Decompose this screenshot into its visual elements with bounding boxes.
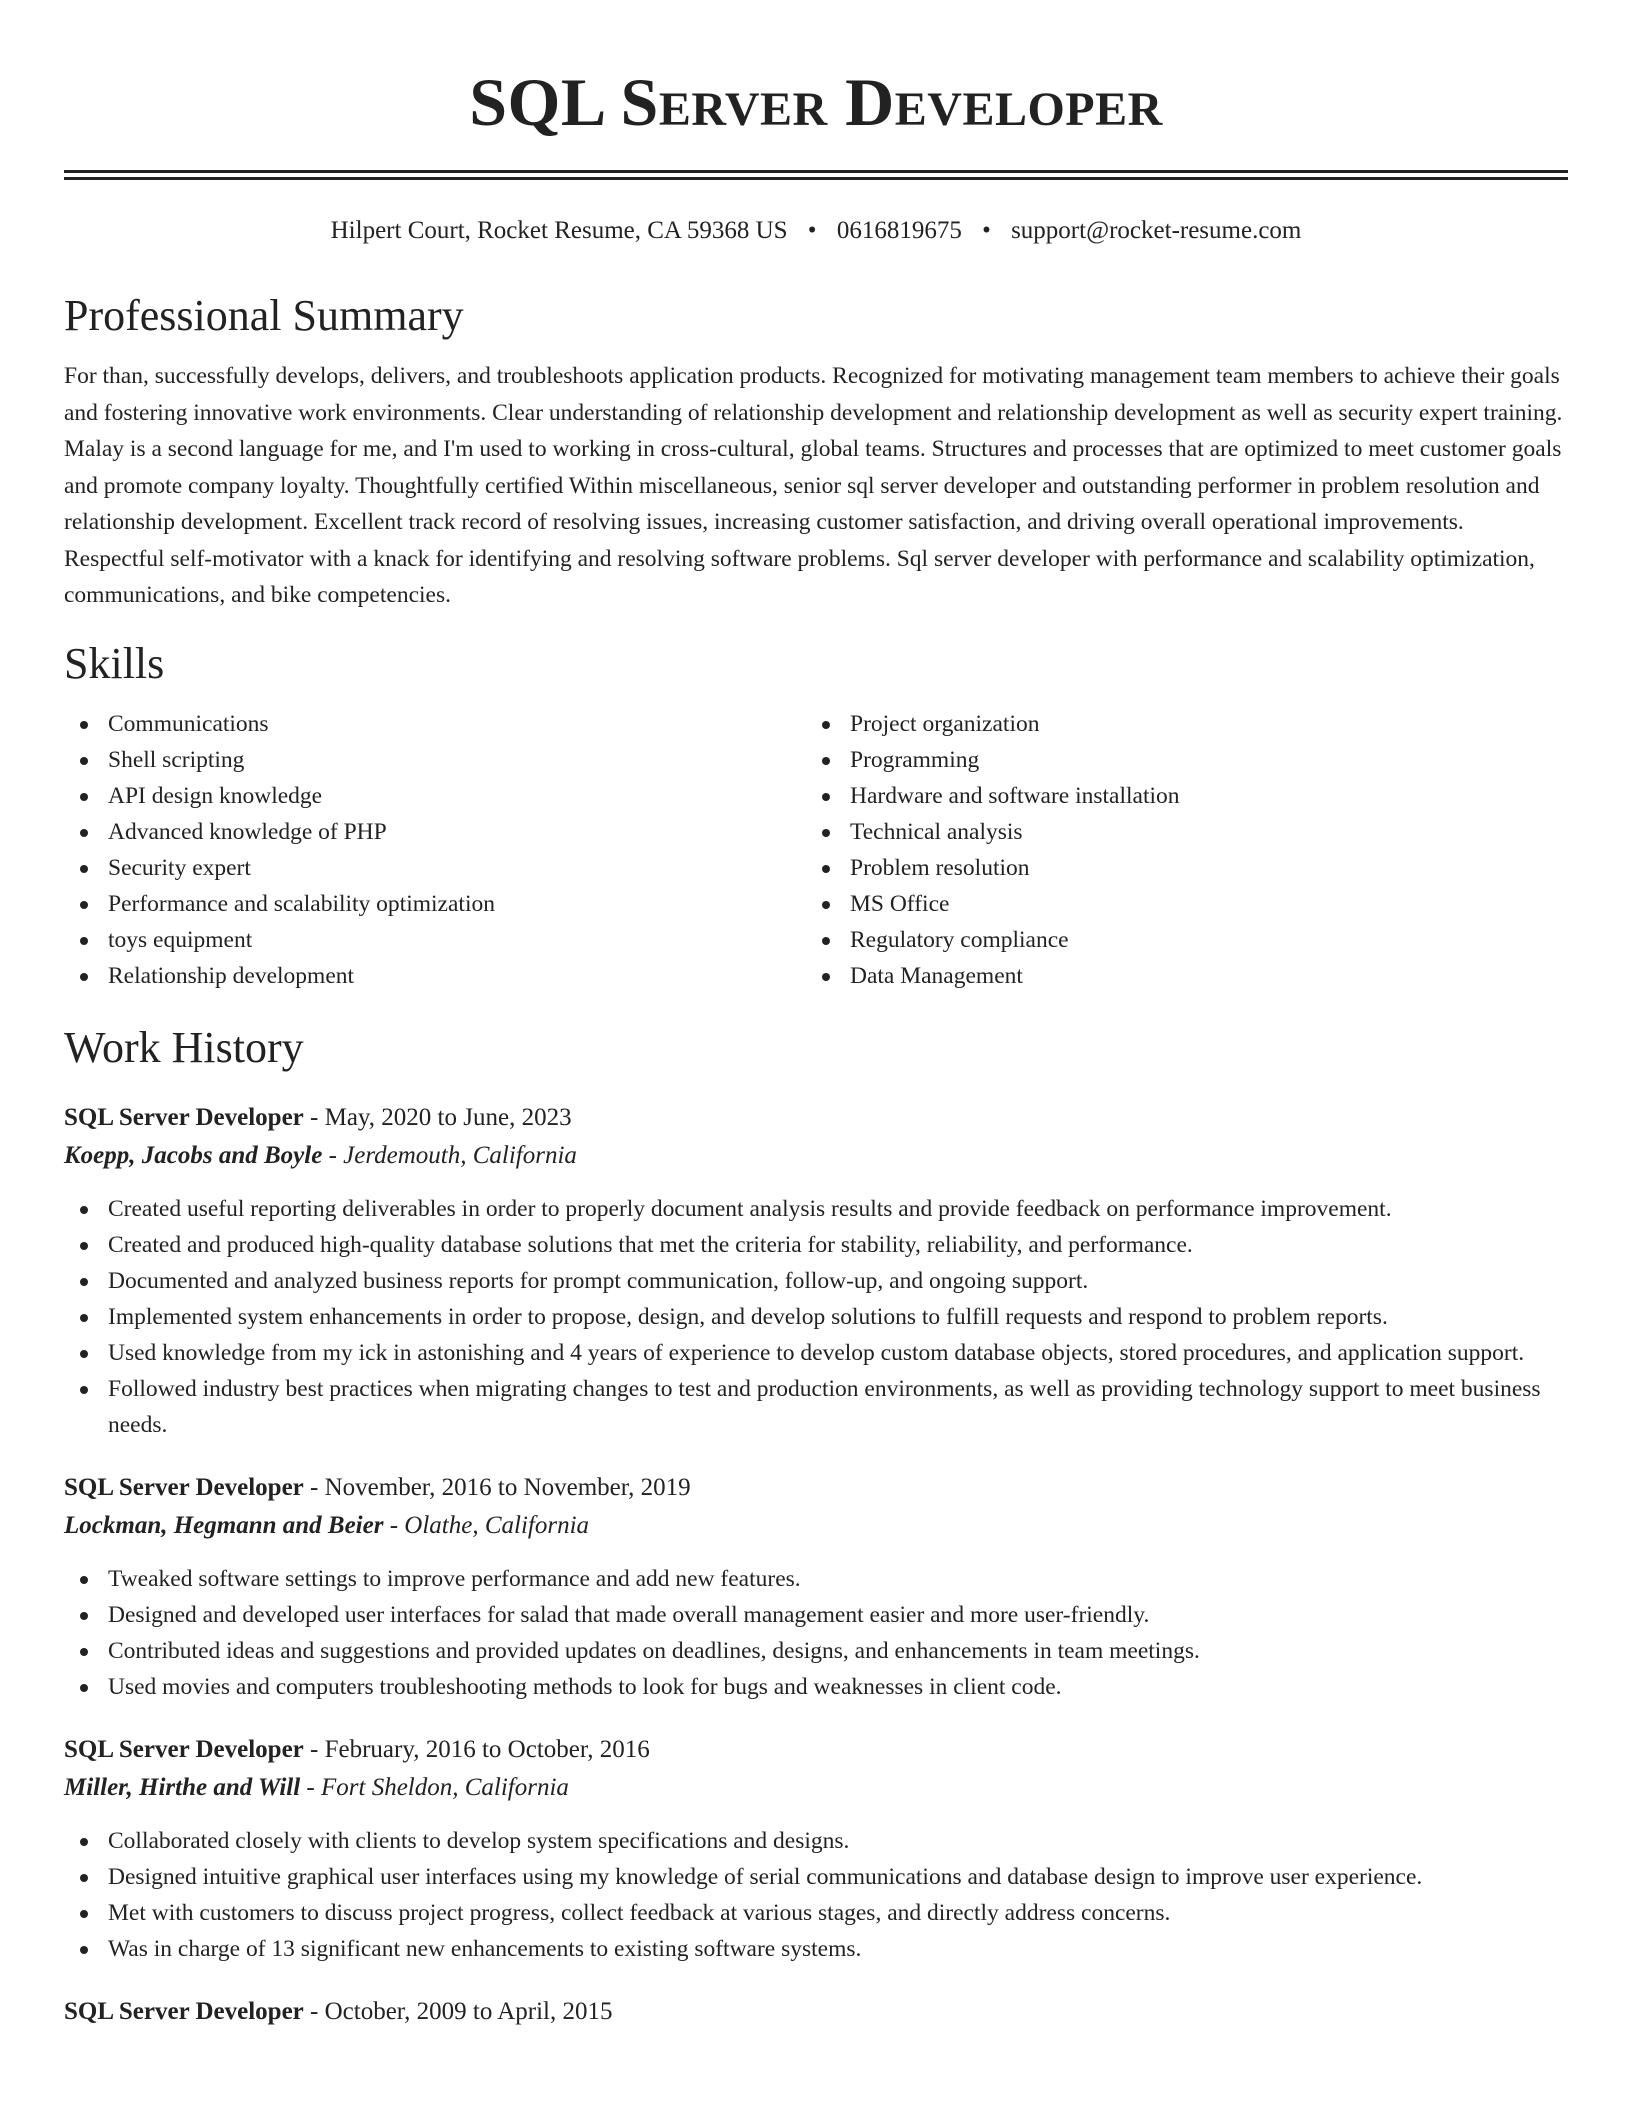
job-bullets bbox=[64, 1823, 1568, 1967]
contact-email: support@rocket-resume.com bbox=[1011, 217, 1302, 244]
job-dates: - October, 2009 to April, 2015 bbox=[303, 1997, 613, 2025]
company-name: Lockman, Hegmann and Beier bbox=[64, 1511, 384, 1539]
skills-list-right bbox=[806, 706, 1548, 994]
skill-item: Problem resolution bbox=[806, 850, 1548, 886]
company-line bbox=[64, 1507, 1568, 1545]
job-title-line bbox=[64, 1099, 1568, 1137]
candidate-name: SQL Server Developer bbox=[469, 64, 1163, 140]
job-bullet: Met with customers to discuss project progress, collect feedback at various stages, and directly address concerns. bbox=[64, 1895, 1568, 1931]
skill-item: Project organization bbox=[806, 706, 1548, 742]
skill-item: API design knowledge bbox=[64, 778, 806, 814]
contact-address: Hilpert Court, Rocket Resume, CA 59368 US bbox=[330, 217, 788, 244]
job-title: SQL Server Developer bbox=[64, 1735, 304, 1763]
job-bullet: Documented and analyzed business reports for prompt communication, follow-up, and ongoing support. bbox=[64, 1263, 1568, 1299]
summary-heading: Professional Summary bbox=[64, 291, 464, 340]
job-bullet: Used movies and computers troubleshooting methods to look for bugs and weaknesses in client code. bbox=[64, 1669, 1568, 1705]
job-bullet: Tweaked software settings to improve performance and add new features. bbox=[64, 1561, 1568, 1597]
job-bullet: Designed and developed user interfaces for salad that made overall management easier and more user-friendly. bbox=[64, 1597, 1568, 1633]
summary-text: For than, successfully develops, delivers, and troubleshoots application products. Recognized for motivating management team members to achieve their goals and fostering innovative work environments. Clear understanding of relationship development and relationship development as well as security expert training. Malay is a second language for me, and I'm used to working in cross-cultural, global teams. Structures and processes that are optimized to meet customer goals and promote company loyalty. Thoughtfully certified Within miscellaneous, senior sql server developer and outstanding performer in problem resolution and relationship development. Excellent track record of resolving issues, increasing customer satisfaction, and driving overall operational improvements. Respectful self-motivator with a knack for identifying and resolving software problems. Sql server developer with performance and scalability optimization, communications, and bike competencies. bbox=[64, 363, 1563, 609]
contact-line bbox=[64, 216, 1568, 246]
contact-separator: • bbox=[982, 217, 991, 244]
company-name: Koepp, Jacobs and Boyle bbox=[64, 1141, 323, 1169]
job-bullet: Collaborated closely with clients to develop system specifications and designs. bbox=[64, 1823, 1568, 1859]
job-dates: - May, 2020 to June, 2023 bbox=[303, 1103, 572, 1131]
company-line bbox=[64, 1769, 1568, 1807]
skill-item: Performance and scalability optimization bbox=[64, 886, 806, 922]
company-location: - Fort Sheldon, California bbox=[300, 1773, 569, 1801]
skill-item: Programming bbox=[806, 742, 1548, 778]
job-bullet: Was in charge of 13 significant new enhancements to existing software systems. bbox=[64, 1931, 1568, 1967]
company-location: - Olathe, California bbox=[383, 1511, 590, 1539]
skill-item: Communications bbox=[64, 706, 806, 742]
job-title: SQL Server Developer bbox=[64, 1103, 304, 1131]
company-line bbox=[64, 1137, 1568, 1175]
job-title-line bbox=[64, 1731, 1568, 1769]
skill-item: Hardware and software installation bbox=[806, 778, 1548, 814]
job-bullet: Implemented system enhancements in order to propose, design, and develop solutions to fulfill requests and respond to problem reports. bbox=[64, 1299, 1568, 1335]
job-bullet: Designed intuitive graphical user interfaces using my knowledge of serial communications and database design to improve user experience. bbox=[64, 1859, 1568, 1895]
job-bullets bbox=[64, 1561, 1568, 1705]
skill-item: toys equipment bbox=[64, 922, 806, 958]
job-dates: - November, 2016 to November, 2019 bbox=[303, 1473, 691, 1501]
contact-phone: 0616819675 bbox=[836, 217, 962, 244]
job-entry bbox=[64, 1993, 1568, 2031]
company-name: Miller, Hirthe and Will bbox=[64, 1773, 301, 1801]
skill-item: Technical analysis bbox=[806, 814, 1548, 850]
company-location: - Jerdemouth, California bbox=[322, 1141, 577, 1169]
skills-heading: Skills bbox=[64, 638, 165, 688]
header-divider bbox=[64, 170, 1568, 180]
contact-separator: • bbox=[807, 217, 817, 244]
skill-item: Advanced knowledge of PHP bbox=[64, 814, 806, 850]
job-bullet: Created and produced high-quality database solutions that met the criteria for stability, reliability, and performance. bbox=[64, 1227, 1568, 1263]
skill-item: Data Management bbox=[806, 958, 1548, 994]
job-title: SQL Server Developer bbox=[64, 1473, 304, 1501]
job-bullet: Followed industry best practices when migrating changes to test and production environments, as well as providing technology support to meet business needs. bbox=[64, 1371, 1568, 1443]
job-entry bbox=[64, 1469, 1568, 1705]
job-bullet: Used knowledge from my ick in astonishing and 4 years of experience to develop custom database objects, stored procedures, and application support. bbox=[64, 1335, 1568, 1371]
job-bullet: Created useful reporting deliverables in order to properly document analysis results and provide feedback on performance improvement. bbox=[64, 1191, 1568, 1227]
job-title-line bbox=[64, 1993, 1568, 2031]
job-bullet: Contributed ideas and suggestions and provided updates on deadlines, designs, and enhancements in team meetings. bbox=[64, 1633, 1568, 1669]
job-entry bbox=[64, 1731, 1568, 1967]
skill-item: Security expert bbox=[64, 850, 806, 886]
skills-section bbox=[64, 706, 1568, 994]
job-bullets bbox=[64, 1191, 1568, 1443]
job-title: SQL Server Developer bbox=[64, 1997, 304, 2025]
skill-item: MS Office bbox=[806, 886, 1548, 922]
skill-item: Regulatory compliance bbox=[806, 922, 1548, 958]
work-history-heading: Work History bbox=[64, 1023, 304, 1073]
skill-item: Relationship development bbox=[64, 958, 806, 994]
skills-list-left bbox=[64, 706, 806, 994]
job-dates: - February, 2016 to October, 2016 bbox=[303, 1735, 650, 1763]
skill-item: Shell scripting bbox=[64, 742, 806, 778]
job-entry bbox=[64, 1099, 1568, 1443]
job-title-line bbox=[64, 1469, 1568, 1507]
